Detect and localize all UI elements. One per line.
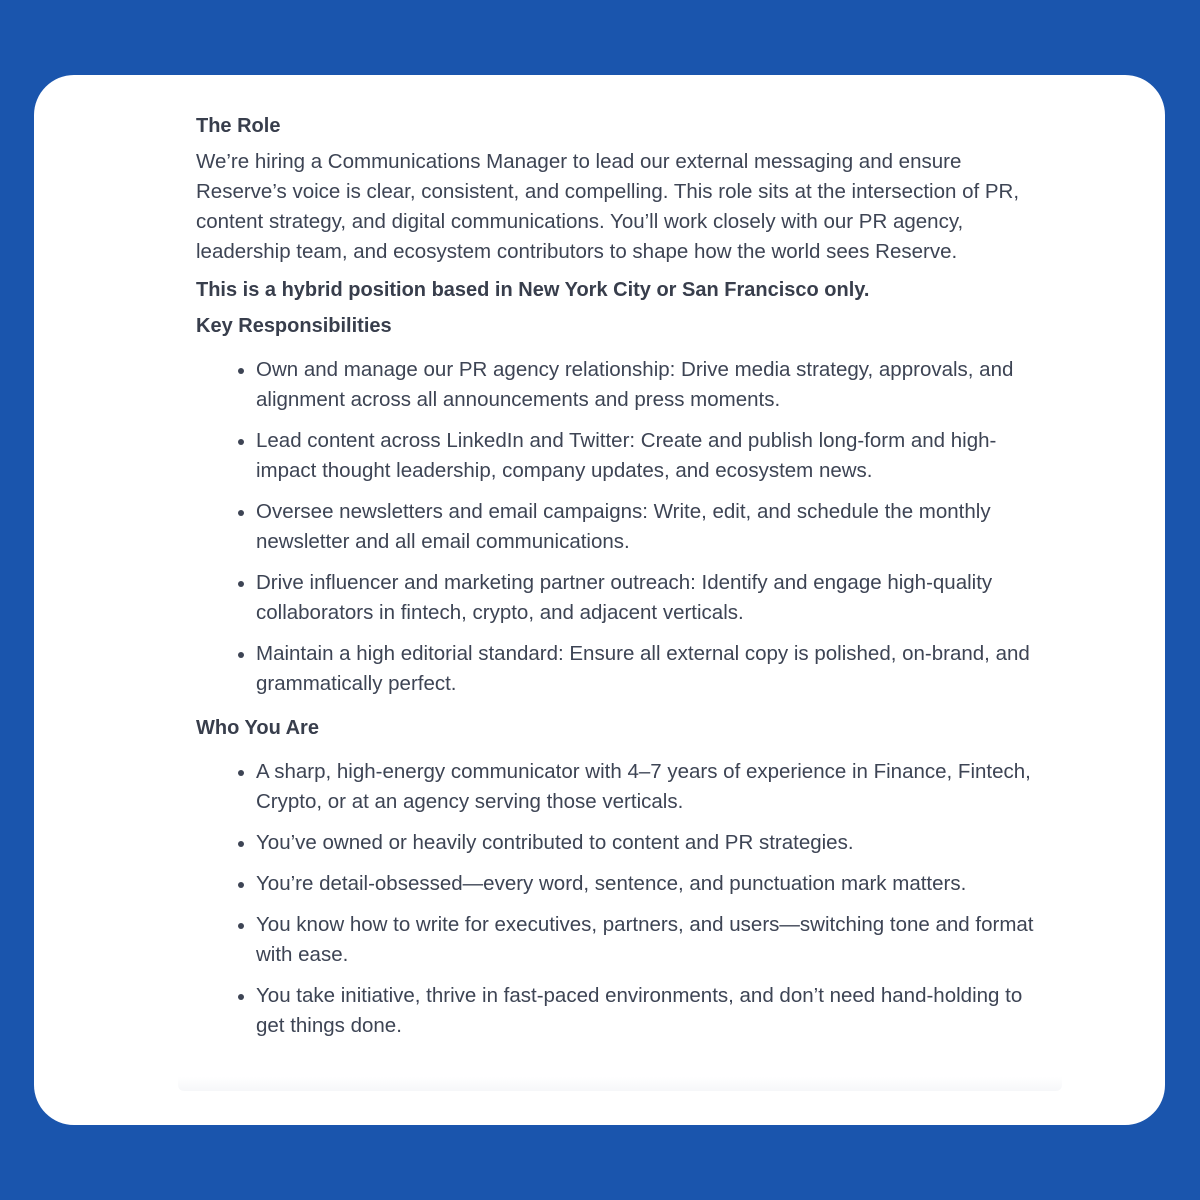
role-paragraph: We’re hiring a Communications Manager to lead our external messaging and ensure Reserve’s voice is clear, consistent, and compelling. This role sits at the intersection of PR, content strategy, and digital communications. You’ll work closely with our PR agency, leadership team, and ecosystem contributors to shape how the world sees Reserve. <box>196 150 1020 263</box>
content-bottom-edge <box>178 1077 1062 1091</box>
job-description-card <box>34 75 1165 1125</box>
list-item: You’ve owned or heavily contributed to content and PR strategies. <box>236 828 1056 858</box>
list-item: You’re detail-obsessed—every word, sentence, and punctuation mark matters. <box>236 869 1056 899</box>
job-description-content <box>196 111 1056 1052</box>
list-item: Maintain a high editorial standard: Ensure all external copy is polished, on-brand, and grammatically perfect. <box>236 639 1056 699</box>
who-you-are-list <box>196 757 1056 1041</box>
list-item: Lead content across LinkedIn and Twitter: Create and publish long-form and high-impact thought leadership, company updates, and ecosystem news. <box>236 426 1056 486</box>
responsibilities-heading: Key Responsibilities <box>196 315 392 337</box>
list-item: A sharp, high-energy communicator with 4–7 years of experience in Finance, Fintech, Crypto, or at an agency serving those verticals. <box>236 757 1056 817</box>
responsibilities-list <box>196 355 1056 699</box>
who-you-are-heading: Who You Are <box>196 717 319 739</box>
list-item: Oversee newsletters and email campaigns: Write, edit, and schedule the monthly newsletter and all email communications. <box>236 497 1056 557</box>
location-note: This is a hybrid position based in New York City or San Francisco only. <box>196 279 870 301</box>
list-item: You know how to write for executives, partners, and users—switching tone and format with ease. <box>236 910 1056 970</box>
role-heading: The Role <box>196 115 281 137</box>
list-item: Drive influencer and marketing partner outreach: Identify and engage high-quality collaborators in fintech, crypto, and adjacent verticals. <box>236 568 1056 628</box>
list-item: Own and manage our PR agency relationship: Drive media strategy, approvals, and alignment across all announcements and press moments. <box>236 355 1056 415</box>
list-item: You take initiative, thrive in fast-paced environments, and don’t need hand-holding to get things done. <box>236 981 1056 1041</box>
